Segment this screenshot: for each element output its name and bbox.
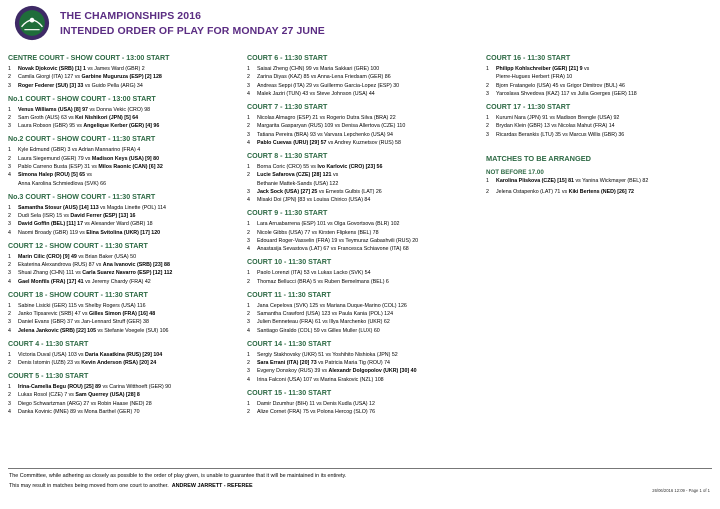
seeded-player: Karolina Pliskova (CZE) [15] 81: [496, 177, 575, 184]
match-line: [8, 212, 233, 220]
seeded-player: Sam Querrey (USA) [28] 8: [75, 392, 140, 399]
court-header: COURT 8 - 11:30 START: [247, 151, 328, 160]
court-header: CENTRE COURT - SHOW COURT - 13:00 START: [8, 54, 170, 62]
match-line: [247, 188, 472, 196]
match-number: 2: [247, 359, 250, 366]
match-number: 4: [8, 229, 11, 236]
court-header: No.1 COURT - SHOW COURT - 13:00 START: [8, 94, 156, 103]
player-text: Malek Jaziri (TUN) 43 vs Steve Johnson (USA) 44: [257, 90, 375, 97]
player-text: Lukas Rosol (CZE) 7 vs: [18, 392, 76, 399]
match-number: 3: [8, 319, 11, 326]
match-line: [8, 229, 233, 237]
match-line: [486, 122, 711, 130]
seeded-player: Kevin Anderson (RSA) [20] 24: [81, 359, 157, 366]
match-line: [247, 220, 472, 228]
match-number: 3: [247, 368, 250, 375]
match-number: 4: [8, 408, 11, 415]
seeded-player: Novak Djokovic (SRB) [1] 1: [18, 66, 86, 72]
player-text: vs: [582, 66, 590, 72]
player-text: Sabine Lisicki (GER) 115 vs Shelby Rogers (USA) 116: [18, 302, 146, 309]
match-line: [8, 180, 233, 188]
court-header: COURT 10 - 11:30 START: [247, 258, 332, 267]
match-line: [247, 376, 472, 384]
player-text: Ricardas Berankis (LTU) 35 vs Marcus Willis (GBR) 36: [496, 131, 625, 138]
match-line: [8, 220, 233, 228]
match-number: 4: [247, 197, 250, 204]
seeded-player: Samantha Stosur (AUS) [14] 113: [18, 204, 99, 211]
match-line: [8, 73, 233, 81]
match-line: [486, 90, 711, 98]
seeded-player: Daria Kasatkina (RUS) [29] 104: [85, 351, 163, 358]
match-line: [8, 122, 233, 130]
player-text: Denis Istomin (UZB) 23 vs: [18, 359, 82, 366]
match-line: [8, 204, 233, 212]
match-line: [8, 146, 233, 154]
match-number: 2: [486, 123, 489, 130]
player-text: Nicolas Almagro (ESP) 21 vs Rogerio Dutra Silva (BRA) 22: [257, 114, 396, 121]
match-line: [8, 82, 233, 90]
match-number: 4: [247, 246, 250, 253]
match-line: [8, 400, 233, 408]
match-number: 3: [8, 221, 11, 228]
match-line: [247, 245, 472, 253]
footer: [9, 472, 346, 491]
match-number: 2: [486, 188, 489, 195]
match-line: [247, 318, 472, 326]
player-text: Dudi Sela (ISR) 15 vs: [18, 212, 71, 219]
match-line: [247, 122, 472, 130]
player-text: Borna Coric (CRO) 55 vs: [257, 163, 318, 170]
player-text: vs: [331, 172, 339, 179]
match-line: [8, 253, 233, 261]
match-line: [247, 114, 472, 122]
player-text: vs Jeremy Chardy (FRA) 42: [83, 278, 151, 285]
spacer: [247, 416, 472, 421]
match-line: [8, 269, 233, 277]
match-number: 1: [247, 66, 250, 72]
matches-to-be-arranged: [486, 154, 711, 197]
match-number: 1: [8, 253, 11, 260]
player-text: Damir Dzumhur (BIH) 11 vs Denis Kudla (USA) 12: [257, 400, 375, 407]
seeded-player: Gael Monfils (FRA) [17] 41: [18, 278, 84, 285]
player-text: vs Andrey Kuznetsov (RUS) 58: [326, 139, 401, 146]
seeded-player: Kei Nishikori (JPN) [5] 64: [75, 114, 139, 121]
match-number: 4: [8, 172, 11, 179]
match-line: [8, 302, 233, 310]
seeded-player: Milos Raonic (CAN) [6] 32: [98, 163, 163, 170]
match-number: 4: [247, 376, 250, 383]
match-number: 1: [247, 221, 250, 228]
match-number: 3: [8, 270, 11, 277]
match-line: [8, 261, 233, 269]
player-text: Samantha Crawford (USA) 123 vs Paula Kania (POL) 124: [257, 310, 394, 317]
match-number: 3: [247, 82, 250, 89]
match-number: 1: [486, 66, 489, 72]
match-number: 3: [8, 123, 11, 130]
match-line: [486, 73, 711, 81]
player-text: Jelena Ostapenko (LAT) 71 vs: [496, 188, 569, 195]
seeded-player: Ana Ivanovic (SRB) [23] 88: [102, 261, 170, 268]
match-number: 2: [247, 74, 250, 81]
match-number: 2: [8, 212, 11, 219]
seeded-player: Simona Halep (ROU) [5] 65: [18, 172, 86, 179]
match-number: 2: [486, 82, 489, 89]
player-text: Edouard Roger-Vasselin (FRA) 19 vs Teymuraz Gabashvili (RUS) 20: [257, 237, 419, 244]
player-text: Bjorn Fratangelo (USA) 45 vs Grigor Dimitrov (BUL) 46: [496, 82, 625, 89]
column-3: [486, 54, 711, 199]
match-line: [486, 82, 711, 90]
match-number: 1: [247, 163, 250, 170]
match-line: [247, 310, 472, 318]
match-line: [8, 114, 233, 122]
player-text: Danka Kovinic (MNE) 89 vs Mona Barthel (GER) 70: [18, 408, 140, 415]
seeded-player: Kiki Bertens (NED) [26] 72: [568, 188, 634, 195]
match-number: 1: [247, 114, 250, 121]
match-number: 1: [247, 351, 250, 358]
match-line: [247, 196, 472, 204]
match-number: 2: [8, 392, 11, 399]
court-header: COURT 11 - 11:30 START: [247, 290, 331, 299]
player-text: Pablo Carreno Busta (ESP) 31 vs: [18, 163, 99, 170]
player-text: Margarita Gasparyan (RUS) 109 vs Denisa Allertova (CZE) 110: [257, 123, 406, 130]
match-line: [486, 65, 711, 73]
match-number: 3: [8, 400, 11, 407]
match-number: 2: [247, 408, 250, 415]
match-line: [8, 155, 233, 163]
match-line: [247, 269, 472, 277]
player-text: Shuai Zhang (CHN) 111 vs: [18, 270, 83, 277]
player-text: Nicole Gibbs (USA) 77 vs Kirsten Flipkens (BEL) 78: [257, 229, 379, 236]
seeded-player: Venus Williams (USA) [8] 97: [18, 106, 89, 113]
court-header: COURT 16 - 11:30 START: [486, 54, 571, 62]
column-1: [8, 54, 233, 421]
match-line: [8, 351, 233, 359]
player-text: Irina Falconi (USA) 107 vs Marina Erakovic (NZL) 108: [257, 376, 384, 383]
player-text: Saisai Zheng (CHN) 99 vs Maria Sakkari (GRE) 100: [257, 66, 380, 72]
match-line: [247, 302, 472, 310]
seeded-player: Ivo Karlovic (CRO) [23] 56: [317, 163, 383, 170]
match-number: 2: [8, 310, 11, 317]
match-line: [247, 163, 472, 171]
match-number: 3: [247, 131, 250, 138]
seeded-player: Sara Errani (ITA) [20] 73: [257, 359, 317, 366]
player-text: Thomaz Bellucci (BRA) 5 vs Ruben Bemelmans (BEL) 6: [257, 278, 389, 285]
match-number: 1: [247, 270, 250, 277]
match-line: [247, 278, 472, 286]
match-line: [247, 139, 472, 147]
player-text: Zarina Diyas (KAZ) 85 vs Anna-Lena Friedsam (GER) 86: [257, 74, 391, 81]
player-text: Paolo Lorenzi (ITA) 53 vs Lukas Lacko (SVK) 54: [257, 270, 371, 277]
referee-name: ANDREW JARRETT - REFEREE: [171, 482, 253, 489]
player-text: Daniel Evans (GBR) 37 vs Jan-Lennard Struff (GER) 38: [18, 319, 149, 326]
court-header: COURT 5 - 11:30 START: [8, 372, 89, 380]
player-text: Lara Arruabarrena (ESP) 101 vs Olga Govortsova (BLR) 102: [257, 221, 400, 228]
player-text: Jana Cepelova (SVK) 125 vs Mariana Duque-Marino (COL) 126: [257, 302, 407, 309]
player-text: vs Patricia Maria Tig (ROU) 74: [316, 359, 390, 366]
match-number: 1: [8, 106, 11, 113]
player-text: Naomi Broady (GBR) 119 vs: [18, 229, 87, 236]
player-text: Yaroslava Shvedova (KAZ) 117 vs Julia Goerges (GER) 118: [496, 90, 637, 97]
court-header: No.2 COURT - SHOW COURT - 11:30 START: [8, 135, 156, 144]
seeded-player: Jelena Jankovic (SRB) [22] 105: [18, 327, 97, 334]
seeded-player: Gilles Simon (FRA) [16] 48: [88, 310, 156, 317]
match-number: 4: [8, 278, 11, 285]
court-header: COURT 14 - 11:30 START: [247, 339, 332, 348]
player-text: Victoria Duval (USA) 103 vs: [18, 351, 86, 358]
player-text: vs Magda Linette (POL) 114: [98, 204, 166, 211]
match-line: [486, 131, 711, 139]
player-text: Kyle Edmund (GBR) 3 vs Adrian Mannarino (FRA) 4: [18, 147, 141, 154]
match-line: [8, 408, 233, 416]
match-number: 2: [8, 359, 11, 366]
player-text: Andreas Seppi (ITA) 29 vs Guillermo Garcia-Lopez (ESP) 30: [257, 82, 400, 89]
match-line: [247, 131, 472, 139]
court-header: COURT 12 - SHOW COURT - 11:30 START: [8, 241, 148, 250]
match-number: 2: [247, 278, 250, 285]
player-text: Tatiana Pereira (BRA) 93 vs Varvara Lepchenko (USA) 94: [257, 131, 393, 138]
match-number: 1: [8, 147, 11, 154]
match-number: 4: [247, 90, 250, 97]
seeded-player: Pablo Cuevas (URU) [29] 57: [257, 139, 327, 146]
player-text: vs Yanina Wickmayer (BEL) 82: [574, 177, 649, 184]
wimbledon-logo: [13, 4, 51, 42]
match-number: 1: [8, 66, 11, 72]
match-number: 2: [8, 114, 11, 121]
match-line: [247, 351, 472, 359]
footer-rule: [8, 468, 712, 469]
match-number: 1: [247, 400, 250, 407]
court-header: COURT 18 - SHOW COURT - 11:30 START: [8, 290, 148, 299]
match-number: 3: [8, 163, 11, 170]
match-number: 1: [8, 351, 11, 358]
match-line: [8, 318, 233, 326]
match-number: 1: [247, 302, 250, 309]
court-header: COURT 7 - 11:30 START: [247, 102, 328, 111]
match-line: [8, 106, 233, 114]
player-text: vs Alexander Ward (GBR) 18: [83, 221, 153, 228]
seeded-player: Madison Keys (USA) [9] 80: [91, 155, 160, 162]
page-subtitle: INTENDED ORDER OF PLAY FOR MONDAY 27 JUNE: [60, 25, 325, 37]
match-number: 3: [486, 131, 489, 138]
match-line: [8, 327, 233, 335]
player-text: Laura Robson (GBR) 95 vs: [18, 123, 84, 130]
player-text: Anastasija Sevastova (LAT) 67 vs Francesca Schiavone (ITA) 68: [257, 246, 409, 253]
match-number: 1: [8, 384, 11, 390]
player-text: vs Donna Vekic (CRO) 98: [88, 106, 151, 113]
player-text: vs: [85, 172, 92, 179]
match-line: [247, 73, 472, 81]
match-line: [8, 359, 233, 367]
match-line: [8, 163, 233, 171]
player-text: vs James Ward (GBR) 2: [86, 66, 145, 72]
match-line: [247, 171, 472, 179]
match-line: [247, 327, 472, 335]
match-line: [486, 188, 711, 196]
court-header: COURT 15 - 11:30 START: [247, 388, 332, 397]
match-number: 1: [486, 177, 489, 184]
court-header: No.3 COURT - SHOW COURT - 11:30 START: [8, 192, 156, 201]
print-stamp: 26/06/2016 12:09 - Page 1 of 1: [652, 488, 710, 493]
match-number: 2: [8, 155, 11, 162]
match-line: [247, 237, 472, 245]
match-number: 4: [247, 139, 250, 146]
tba-header: MATCHES TO BE ARRANGED: [486, 153, 591, 163]
spacer: [8, 416, 233, 421]
seeded-player: David Goffin (BEL) [11] 17: [18, 221, 84, 228]
court-header: COURT 9 - 11:30 START: [247, 209, 328, 218]
match-line: [247, 367, 472, 375]
match-line: [486, 177, 711, 185]
match-number: 4: [8, 327, 11, 334]
player-text: Santiago Giraldo (COL) 59 vs Gilles Muller (LUX) 60: [257, 327, 380, 334]
not-before-label: NOT BEFORE 17.00: [486, 168, 544, 176]
seeded-player: Roger Federer (SUI) [3] 33: [18, 82, 84, 89]
player-text: vs Carina Witthoeft (GER) 90: [101, 384, 172, 390]
player-text: Laura Siegemund (GER) 79 vs: [18, 155, 92, 162]
seeded-player: Marin Cilic (CRO) [9] 49: [18, 253, 77, 260]
court-header: COURT 17 - 11:30 START: [486, 102, 571, 111]
match-line: [247, 90, 472, 98]
match-line: [247, 408, 472, 416]
seeded-player: Garbine Muguruza (ESP) [2] 128: [81, 74, 162, 81]
match-line: [247, 65, 472, 73]
match-line: [247, 180, 472, 188]
column-2: [247, 54, 472, 421]
match-line: [8, 278, 233, 286]
player-text: Diego Schwartzman (ARG) 27 vs Robin Haase (NED) 28: [18, 400, 152, 407]
match-number: 2: [247, 123, 250, 130]
seeded-player: Alexandr Dolgopolov (UKR) [30] 40: [328, 368, 417, 375]
player-text: Anna Karolina Schmiedlova (SVK) 66: [18, 180, 107, 187]
footer-line-2: This may result in matches being moved from one court to another. ANDREW JARRETT - REFEREE: [9, 482, 253, 489]
player-text: Camila Giorgi (ITA) 127 vs: [18, 74, 82, 81]
player-text: vs Stefanie Voegele (SUI) 106: [96, 327, 169, 334]
spacer: [486, 139, 711, 144]
match-number: 1: [8, 204, 11, 211]
match-number: 1: [8, 302, 11, 309]
footer-line-1: The Committee, while adhering as closely as possible to the order of play given, is unable to guarantee that it will be maintained in its entirety.: [9, 473, 347, 479]
seeded-player: Angelique Kerber (GER) [4] 96: [83, 123, 160, 130]
match-line: [486, 114, 711, 122]
match-line: [247, 229, 472, 237]
player-text: Ekaterina Alexandrova (RUS) 87 vs: [18, 261, 103, 268]
match-number: 3: [247, 319, 250, 326]
player-text: Evgeny Donskoy (RUS) 39 vs: [257, 368, 329, 375]
match-number: 1: [486, 114, 489, 121]
match-line: [247, 400, 472, 408]
seeded-player: David Ferrer (ESP) [13] 16: [70, 212, 136, 219]
player-text: Bethanie Mattek-Sands (USA) 122: [257, 180, 339, 187]
match-line: [247, 82, 472, 90]
match-number: 2: [247, 310, 250, 317]
match-line: [8, 383, 233, 391]
match-number: 4: [247, 327, 250, 334]
match-line: [8, 391, 233, 399]
match-number: 2: [247, 172, 250, 179]
match-number: 3: [486, 90, 489, 97]
player-text: Sam Groth (AUS) 63 vs: [18, 114, 76, 121]
seeded-player: Elina Svitolina (UKR) [17] 120: [86, 229, 161, 236]
player-text: vs Ernests Gulbis (LAT) 26: [317, 188, 382, 195]
player-text: Pierre-Hugues Herbert (FRA) 10: [496, 74, 573, 81]
match-line: [8, 65, 233, 73]
match-number: 3: [8, 82, 11, 89]
court-header: COURT 4 - 11:30 START: [8, 339, 89, 348]
player-text: Julien Benneteau (FRA) 61 vs Illya Marchenko (UKR) 62: [257, 319, 390, 326]
seeded-player: Carla Suarez Navarro (ESP) [12] 112: [82, 270, 173, 277]
seeded-player: Philipp Kohlschreiber (GER) [21] 9: [496, 66, 583, 72]
match-number: 3: [247, 188, 250, 195]
seeded-player: Irina-Camelia Begu (ROU) [25] 89: [18, 384, 102, 390]
page-title: THE CHAMPIONSHIPS 2016: [60, 10, 202, 22]
player-text: Alize Cornet (FRA) 75 vs Polona Hercog (SLO) 76: [257, 408, 376, 415]
match-line: [247, 359, 472, 367]
seeded-player: Lucie Safarova (CZE) [28] 121: [257, 172, 332, 179]
player-text: Misaki Doi (JPN) [83 vs Louisa Chirico (USA) 84: [257, 197, 371, 204]
player-text: vs Brian Baker (USA) 50: [76, 253, 137, 260]
match-number: 2: [8, 74, 11, 81]
match-number: 2: [247, 229, 250, 236]
match-number: 3: [247, 237, 250, 244]
player-text: Janko Tipsarevic (SRB) 47 vs: [18, 310, 89, 317]
seeded-player: Jack Sock (USA) [27] 25: [257, 188, 318, 195]
match-line: [8, 171, 233, 179]
match-line: [8, 310, 233, 318]
player-text: Kurumi Nara (JPN) 91 vs Madison Brengle (USA) 92: [496, 114, 620, 121]
court-header: COURT 6 - 11:30 START: [247, 54, 328, 62]
match-number: 2: [8, 261, 11, 268]
player-text: vs Guido Pella (ARG) 34: [83, 82, 143, 89]
player-text: Brydan Klein (GBR) 13 vs Nicolas Mahut (FRA) 14: [496, 123, 615, 130]
player-text: Sergiy Stakhovsky (UKR) 51 vs Yoshihito Nishioka (JPN) 52: [257, 351, 398, 358]
